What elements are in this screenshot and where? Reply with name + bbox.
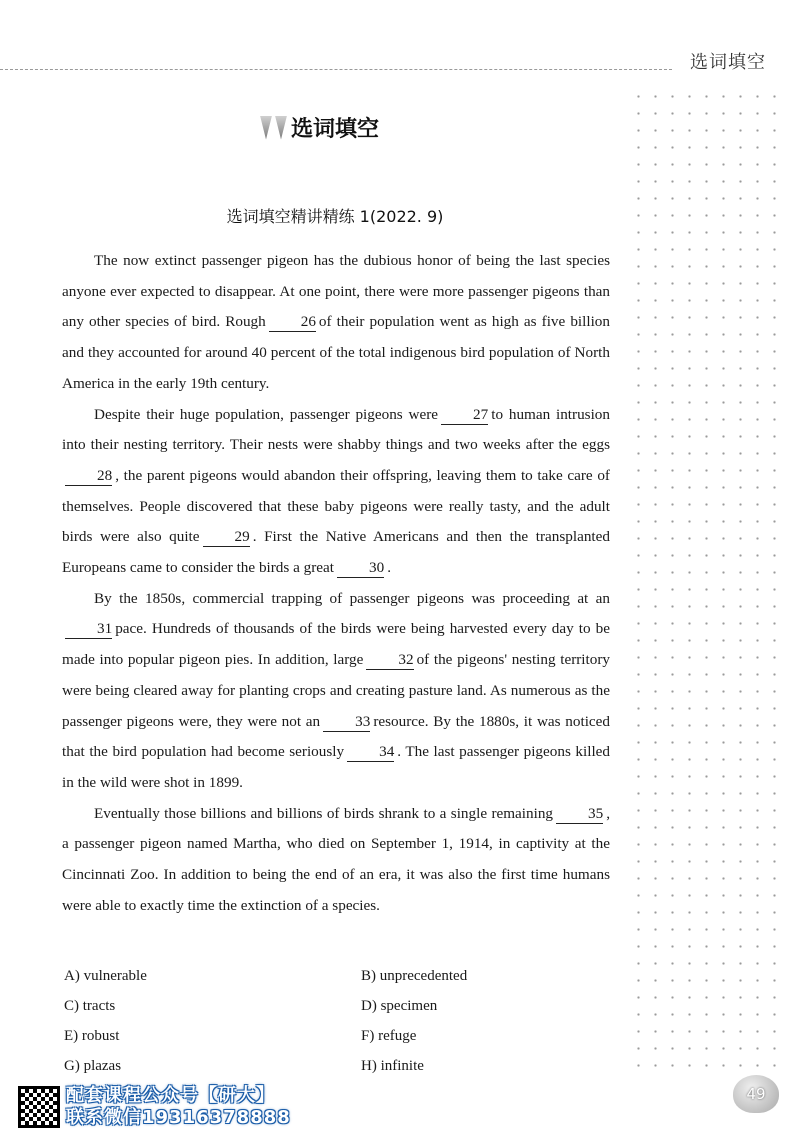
paragraph-2 bbox=[62, 400, 610, 584]
passage-text: pace. Hundreds of thousands of the birds were being harvested every day to be made into popular pigeon pies. In addition, large bbox=[62, 620, 610, 669]
page-number: 49 bbox=[733, 1075, 779, 1113]
option-b: B) unprecedented bbox=[361, 968, 468, 984]
option-a: A) vulnerable bbox=[64, 968, 147, 984]
option-c: C) tracts bbox=[64, 998, 116, 1014]
passage-text: By the 1850s, commercial trapping of passenger pigeons was proceeding at an bbox=[94, 589, 610, 607]
blank-30: 30 bbox=[337, 559, 384, 578]
passage-text: to human intrusion into their nesting territory. Their nests were shabby things and two weeks after the eggs bbox=[62, 405, 610, 454]
paragraph-3 bbox=[62, 584, 610, 799]
passage-text: of the pigeons' nesting territory were being cleared away for planting crops and creating pasture land. As numerous as the passenger pigeons were, they were not an bbox=[62, 651, 610, 730]
passage-text: . First the Native Americans and then the transplanted Europeans came to consider the birds a great bbox=[62, 528, 610, 577]
passage-text: , a passenger pigeon named Martha, who died on September 1, 1914, in captivity at the Cincinnati Zoo. In addition to being the end of an era, it was also the first time humans were able to exactly time the extinction of a species. bbox=[62, 804, 610, 914]
word-options bbox=[64, 966, 604, 1076]
paragraph-4 bbox=[62, 799, 610, 922]
option-f: F) refuge bbox=[361, 1028, 417, 1044]
option-d: D) specimen bbox=[361, 998, 438, 1014]
blank-34: 34 bbox=[347, 743, 394, 762]
blank-26: 26 bbox=[269, 313, 316, 332]
blank-32: 32 bbox=[366, 651, 413, 670]
passage bbox=[62, 246, 610, 921]
passage-text: The now extinct passenger pigeon has the dubious honor of being the last species anyone ever expected to disappear. At one point, there were more passenger pigeons than any other species of bird. Rough bbox=[62, 252, 610, 331]
double-triangle-icon bbox=[260, 116, 287, 140]
section-title bbox=[260, 112, 379, 143]
qr-code-icon bbox=[18, 1086, 60, 1128]
passage-text: Despite their huge population, passenger pigeons were bbox=[94, 405, 439, 423]
promo-text bbox=[66, 1085, 291, 1129]
passage-text: of their population went as high as five billion and they accounted for around 40 percent of the total indigenous bird population of North America in the early 19th century. bbox=[62, 313, 610, 392]
passage-text: , the parent pigeons would abandon their offspring, leaving them to take care of themselves. People discovered that these baby pigeons were really tasty, and the adult birds were also quite bbox=[62, 466, 610, 546]
option-e: E) robust bbox=[64, 1028, 120, 1044]
header-rule bbox=[0, 69, 672, 70]
blank-35: 35 bbox=[556, 805, 603, 824]
passage-text: resource. By the 1880s, it was noticed that the bird population had become seriously bbox=[62, 712, 610, 761]
blank-33: 33 bbox=[323, 713, 370, 732]
promo-line-2: 联系微信19316378888 bbox=[66, 1107, 291, 1128]
promo-line-1: 配套课程公众号【研大】 bbox=[66, 1085, 275, 1106]
blank-29: 29 bbox=[203, 528, 250, 547]
passage-text: . bbox=[387, 559, 391, 577]
running-header: 选词填空 bbox=[690, 52, 766, 73]
section-title-text: 选词填空 bbox=[291, 117, 380, 142]
dot-grid-margin bbox=[630, 88, 790, 1078]
blank-27: 27 bbox=[441, 406, 488, 425]
footer-banner bbox=[18, 1085, 291, 1129]
paragraph-1 bbox=[62, 246, 610, 400]
blank-28: 28 bbox=[65, 467, 112, 486]
option-g: G) plazas bbox=[64, 1058, 122, 1074]
option-h: H) infinite bbox=[361, 1058, 424, 1074]
blank-31: 31 bbox=[65, 620, 112, 639]
passage-text: Eventually those billions and billions of birds shrank to a single remaining bbox=[94, 804, 554, 822]
passage-text: . The last passenger pigeons killed in the wild were shot in 1899. bbox=[62, 743, 610, 791]
exercise-title: 选词填空精讲精练 1(2022. 9) bbox=[226, 207, 444, 226]
